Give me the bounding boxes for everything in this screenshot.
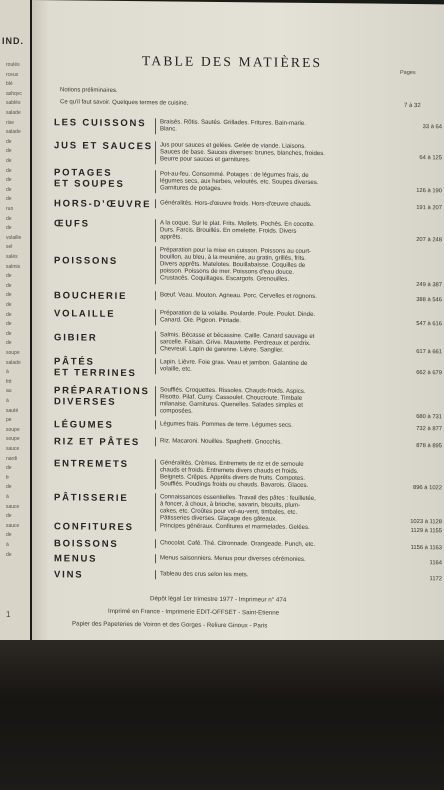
left-page-fragment: à [6, 542, 9, 548]
toc-description [160, 459, 390, 490]
toc-description-line: Soufflés. Croquettes. Rissoles. Chauds-froids. Aspics. [160, 386, 306, 395]
toc-separator [155, 554, 156, 563]
toc-pages: 1129 à 1155 [410, 527, 442, 535]
left-page-fragment: de [6, 484, 12, 491]
toc-description-line: Soufflés. Poudings froids ou chauds. Bavarois. Glaces. [160, 480, 309, 490]
toc-entry [32, 436, 444, 450]
toc-entry [32, 140, 444, 164]
toc-description [160, 309, 390, 326]
toc-category: PÂTÉS ET TERRINES [54, 356, 137, 380]
toc-category: BOISSONS [54, 538, 119, 550]
margin-number: 1 [6, 610, 11, 619]
toc-category: JUS ET SAUCES [54, 140, 153, 153]
pages-column-heading: Pages [400, 69, 416, 77]
toc-description-line: Principes généraux. Confitures et marmelades. Gelées. [160, 522, 310, 531]
left-page-fragment: de [6, 282, 12, 289]
toc-description-line: Généralités. Crèmes. Entremets de riz et de semoule [160, 459, 304, 468]
toc-description-line: Crustacés. Coquillages. Escargots. Grenouilles. [160, 274, 290, 284]
toc-separator [155, 570, 156, 579]
toc-pages: 1023 à 1128 [410, 518, 442, 526]
left-page-fragment: salade [6, 110, 21, 116]
toc-entry [32, 419, 444, 433]
left-page-fragment: ashqvc [6, 90, 22, 97]
left-page-fragment: de [6, 513, 12, 520]
toc-entry [32, 458, 444, 492]
left-page-fragment: salmis [6, 263, 21, 270]
toc-description-line: Généralités. Hors-d'œuvre froids. Hors-d'œuvre chauds. [160, 199, 312, 208]
toc-description-line: Sauces de base. Sauces diverses: brunes, blanches, froides. [160, 148, 325, 158]
toc-entry [32, 538, 444, 552]
toc-category: LES CUISSONS [54, 117, 147, 130]
left-page-fragment: à [6, 369, 9, 376]
left-page-fragment: nardi [6, 455, 18, 462]
toc-description [160, 522, 390, 532]
toc-description [160, 219, 390, 243]
toc-pages: 896 à 1022 [412, 484, 442, 492]
toc-entry [32, 218, 444, 244]
left-page-fragment: salade [6, 129, 21, 136]
left-page-fragment: de [6, 196, 12, 203]
toc-description-line: Beurre pour sauces et garnitures. [160, 155, 251, 164]
toc-pages: 732 à 877 [416, 426, 442, 433]
toc-separator [155, 437, 156, 446]
left-page-fragment: de [6, 465, 12, 472]
toc-category: MENUS [54, 553, 98, 565]
toc-pages: 388 à 546 [416, 297, 442, 304]
toc-description-line: Durs. Farcis. Brouillés. En omelette. Froids. Divers [160, 226, 297, 235]
left-page-fragment: au [6, 388, 12, 395]
toc-description [160, 386, 390, 417]
toc-entry [32, 290, 444, 304]
left-page-fragment: roulés [6, 62, 20, 68]
left-page-fragment: salade [6, 359, 21, 366]
toc-separator [155, 291, 156, 300]
colophon-line-2: Imprimé en France - Imprimerie EDIT-OFFSET - Saint-Etienne [108, 607, 280, 617]
toc-description-line: cakes, etc. Croûtes pour vol-au-vent, timbales, etc. [160, 507, 298, 516]
toc-description-line: Chevreuil. Lapin de garenne. Lièvre. Sanglier. [160, 345, 284, 354]
toc-description-line: Risotto. Pilaf. Curry. Cassoulet. Choucroute. Timbale [160, 393, 303, 402]
toc-description-line: Préparation de la volaille. Poularde. Poule. Poulet. Dinde. [160, 309, 316, 318]
toc-description-line: Salmis. Bécasse et bécassine. Caille. Canard sauvage et [160, 331, 315, 340]
left-page-fragment: salés [6, 254, 18, 260]
left-page-fragment: de [6, 138, 12, 145]
toc-separator [155, 219, 156, 242]
colophon-line-3: Papier des Papeteries de Voiron et des Gorges - Reliure Ginoux - Paris [72, 620, 268, 630]
toc-description-line: Bœuf. Veau. Mouton. Agneau. Porc. Cervelles et rognons. [160, 291, 317, 300]
toc-entry [32, 385, 444, 421]
toc-category: POISSONS [54, 255, 119, 267]
toc-category: ŒUFS [54, 218, 90, 230]
toc-entry [32, 492, 444, 526]
toc-pages: 33 à 64 [422, 124, 442, 131]
toc-entry [32, 198, 444, 212]
toc-entry [32, 308, 444, 328]
toc-separator [155, 539, 156, 548]
left-page-fragment: rceux [6, 71, 19, 78]
left-page-fragment: de [6, 167, 12, 174]
toc-category: VOLAILLE [54, 308, 116, 320]
toc-description-line: Braisés. Rôtis. Sautés. Grillades. Fritures. Bain-marie. [160, 118, 306, 127]
toc-entry [32, 117, 444, 133]
toc-entry [32, 356, 444, 380]
toc-description [160, 199, 390, 209]
toc-pages: 191 à 207 [416, 205, 442, 212]
left-page-fragment: pe [6, 417, 12, 424]
toc-pages: 617 à 661 [416, 349, 442, 356]
left-page-fragment: de [6, 158, 12, 164]
toc-entry [32, 167, 444, 195]
toc-description [160, 554, 390, 564]
toc-description [160, 420, 390, 430]
left-page-fragment: de [6, 311, 12, 318]
left-page-fragment: soupe [6, 436, 20, 443]
toc-pages: 64 à 125 [419, 155, 442, 162]
toc-entry [32, 245, 444, 289]
left-page-fragment: sauce [6, 446, 20, 452]
toc-description [160, 358, 390, 375]
toc-description-line: Lapin. Lièvre. Foie gras. Veau et jambon. Galantine de [160, 358, 308, 367]
toc-pages: 207 à 248 [416, 237, 442, 244]
intro-line-2: Ce qu'il faut savoir. Quelques termes de cuisine. [60, 99, 189, 107]
left-page-fragment: à [6, 398, 9, 404]
toc-separator [155, 170, 156, 193]
toc-description [160, 493, 390, 524]
toc-description-line: Jus pour sauces et gelées. Gelée de viande. Liaisons. [160, 141, 307, 150]
toc-description-line: Beignets. Crêpes. Apprêts divers de fruits. Compotes. [160, 473, 305, 483]
toc-description-line: apprêts. [160, 233, 183, 241]
toc-description-line: légumes secs, aux herbes, veloutés, etc. Soupes diverses. [160, 177, 319, 187]
left-page-fragment: de [6, 340, 12, 347]
toc-description-line: bouillon, au bleu, à la meunière, au gratin, grillés, frits. [160, 253, 306, 262]
left-page-fragment: de [6, 177, 12, 184]
toc-description-line: Chocolat. Café. Thé. Citronnade. Orangeade. Punch, etc. [160, 539, 316, 548]
toc-description-line: A la coque. Sur le plat. Frits. Mollets. Pochés. En cocotte. [160, 219, 315, 228]
toc-separator [155, 118, 156, 134]
toc-description-line: sarcelle. Faisan. Grive. Mauviette. Perdreaux et perdrix. [160, 338, 311, 348]
left-page-fragment: de [6, 225, 12, 232]
toc-description-line: Pot-au-feu. Consommé. Potages : de légumes frais, de [160, 170, 309, 179]
left-page-fragment: de [6, 215, 12, 222]
toc-description-line: milanaise. Garnitures. Quenelles. Salades simples et [160, 400, 303, 410]
toc-separator [155, 386, 156, 416]
toc-description [160, 539, 390, 549]
toc-category: LÉGUMES [54, 419, 114, 431]
toc-separator [155, 459, 156, 489]
toc-separator [155, 199, 156, 208]
left-page-fragment: à [6, 494, 9, 500]
left-page-fragment: sel [6, 244, 13, 251]
toc-description-line: Garnitures de potages. [160, 184, 222, 193]
toc-separator [155, 493, 156, 523]
toc-description-line: Menus saisonniers. Menus pour diverses cérémonies. [160, 554, 306, 563]
left-page-fragment: sauté [6, 407, 19, 414]
toc-category: PÂTISSERIE [54, 492, 129, 505]
toc-category: ENTREMETS [54, 458, 129, 471]
left-page-fragment: ruo [6, 206, 14, 212]
left-page-fragment: de [6, 302, 12, 308]
toc-pages: 1172 [429, 576, 442, 583]
left-page-fragment: soupe [6, 350, 20, 356]
toc-pages: 547 à 616 [416, 321, 442, 328]
toc-description [160, 170, 390, 194]
intro-line-1: Notions préliminaires. [60, 87, 118, 94]
left-page-fragment: de [6, 551, 12, 558]
toc-description-line: poisson. Poissons de mer. Poissons d'eau douce. [160, 267, 294, 277]
toc-separator [155, 358, 156, 374]
toc-separator [155, 522, 156, 531]
toc-description [160, 331, 390, 355]
toc-description [160, 246, 390, 284]
contents-page [32, 0, 444, 644]
toc-pages: 126 à 190 [416, 188, 442, 195]
toc-description-line: Légumes frais. Pommes de terre. Légumes secs. [160, 420, 293, 429]
toc-description-line: Connaissances essentielles. Travail des pâtes : feuilletée, [160, 493, 316, 502]
toc-pages: 1156 à 1163 [410, 544, 442, 552]
toc-category: BOUCHERIE [54, 290, 128, 302]
left-page-fragment: blé [6, 81, 13, 88]
toc-category: VINS [54, 569, 84, 581]
left-page-heading: IND. [2, 36, 24, 46]
toc-category: POTAGES ET SOUPES [54, 167, 125, 190]
toc-entry [32, 569, 444, 583]
toc-description-line: Tableau des crus selon les mets. [160, 570, 249, 579]
toc-pages: 249 à 387 [416, 282, 442, 289]
left-page-fragment: volaille [6, 234, 22, 241]
left-page-fragment: de [6, 273, 12, 280]
toc-description-line: composées. [160, 407, 193, 415]
toc-description-line: Préparation pour la mise en cuisson. Poissons au court- [160, 246, 312, 255]
toc-description [160, 118, 390, 135]
toc-category: GIBIER [54, 332, 98, 344]
toc-pages: 878 à 895 [416, 443, 442, 450]
toc-entry [32, 553, 444, 567]
toc-description-line: volaille, etc. [160, 365, 192, 373]
left-page-fragment: sablés [6, 100, 21, 107]
toc-separator [155, 246, 156, 284]
toc-category: RIZ ET PÂTES [54, 436, 140, 449]
left-page-edge [0, 0, 30, 640]
toc-description-line: Blanc. [160, 125, 177, 133]
left-page-fragment: fr [6, 474, 10, 481]
left-page-fragment: de [6, 148, 12, 155]
toc-description [160, 141, 390, 165]
left-page-fragment: de [6, 186, 12, 193]
toc-category: CONFITURES [54, 521, 134, 534]
toc-description [160, 437, 390, 447]
toc-category: HORS-D'ŒUVRE [54, 198, 152, 211]
left-page-fragment: rise [6, 119, 15, 126]
toc-entry [32, 330, 444, 356]
toc-separator [155, 141, 156, 164]
left-page-fragment: soupe [6, 426, 20, 433]
toc-separator [155, 309, 156, 325]
toc-pages: 662 à 679 [416, 370, 442, 377]
left-page-fragment: sauce [6, 522, 20, 529]
toc-description-line: Pâtisseries diverses. Glaçage des gâteaux. [160, 514, 277, 523]
left-page-fragment: frit [6, 378, 12, 385]
toc-description-line: chauds et froids. Entremets divers chauds et froids. [160, 466, 299, 475]
toc-pages: 680 à 731 [416, 414, 442, 421]
toc-pages: 1164 [429, 560, 442, 567]
toc-separator [155, 331, 156, 354]
left-page-fragment: de [6, 532, 12, 539]
toc-description-line: à foncer, à choux, à brioche, savarin, biscuits, plum- [160, 500, 301, 509]
left-page-fragment: de [6, 330, 12, 337]
table-shadow [0, 640, 444, 790]
toc-description [160, 570, 390, 580]
left-page-fragment: de [6, 321, 12, 328]
page-title: TABLE DES MATIÈRES [142, 53, 323, 71]
intro-pages: 7 à 32 [404, 102, 421, 110]
toc-description-line: Canard. Oie. Pigeon. Pintade. [160, 316, 241, 325]
toc-category: PRÉPARATIONS DIVERSES [54, 385, 150, 408]
toc-description [160, 291, 390, 301]
left-page-fragment: de [6, 292, 12, 299]
toc-description-line: Divers apprêts. Matelotes. Bouillabaisse. Coquilles de [160, 260, 306, 270]
toc-description-line: Riz. Macaroni. Nouilles. Spaghetti. Gnocchis. [160, 437, 282, 446]
colophon-line-1: Dépôt légal 1er trimestre 1977 - Imprimeur n° 474 [150, 595, 287, 604]
toc-separator [155, 420, 156, 429]
left-page-fragment: sauce [6, 503, 20, 510]
